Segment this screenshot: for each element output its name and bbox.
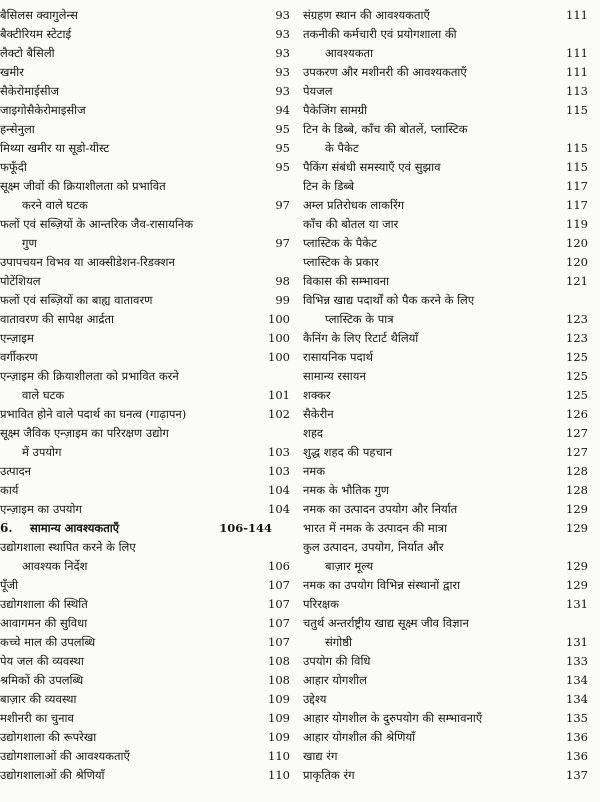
page-number: 108: [268, 654, 290, 668]
page-number: 115: [566, 160, 588, 174]
entry-title-line: एन्ज़ाइम की क्रियाशीलता को प्रभावित करने: [0, 369, 179, 383]
entry-title: [0, 63, 300, 82]
entry-title-line: एन्ज़ाइम का उपयोग: [0, 502, 82, 516]
index-entry: [0, 291, 300, 310]
entry-title: [0, 614, 300, 633]
entry-title: [303, 652, 600, 671]
entry-title: [0, 538, 300, 576]
entry-title-continuation: आवश्यक निर्देश: [22, 559, 88, 573]
entry-title-line: उत्पादन: [0, 464, 32, 478]
entry-title-line: सैकेरीन: [303, 407, 334, 421]
page-number: 110: [268, 749, 290, 763]
index-entry: [303, 120, 600, 158]
page-number: 125: [566, 369, 588, 383]
index-entry: [0, 652, 300, 671]
page-number: 99: [275, 293, 290, 307]
entry-title-continuation: के पैकेट: [325, 141, 359, 155]
page-number: 97: [275, 198, 290, 212]
entry-title: [303, 6, 600, 25]
index-entry: [0, 215, 300, 253]
entry-title-line: शहद: [303, 426, 324, 440]
chapter-heading: [0, 519, 300, 538]
entry-title-line: बैसिलस क्वागुलेन्स: [0, 8, 78, 22]
entry-title-line: टिन के डिब्बे: [303, 179, 355, 193]
entry-title: [303, 424, 600, 443]
page-number: 115: [566, 141, 588, 155]
page-number: 107: [268, 597, 290, 611]
entry-title-line: संग्रहण स्थान की आवश्यकताएँ: [303, 8, 430, 22]
index-entry: [303, 329, 600, 348]
entry-title-line: खाद्य रंग: [303, 749, 338, 763]
page-number: 107: [268, 616, 290, 630]
page-number: 104: [268, 483, 290, 497]
entry-title-line: शक्कर: [303, 388, 331, 402]
entry-title: [0, 766, 300, 785]
entry-title-continuation: आवश्यकता: [325, 46, 374, 60]
entry-title: [303, 25, 600, 63]
page-number: 115: [566, 103, 588, 117]
entry-title-line: सूक्ष्म जीवों की क्रियाशीलता को प्रभावित: [0, 179, 166, 193]
entry-title: [0, 82, 300, 101]
index-entry: [0, 481, 300, 500]
entry-title: [303, 728, 600, 747]
index-entry: [0, 671, 300, 690]
page-number: 128: [566, 483, 588, 497]
entry-title: [0, 671, 300, 690]
index-entry: [303, 576, 600, 595]
entry-title: [303, 595, 600, 614]
entry-title: [0, 576, 300, 595]
entry-title: [303, 63, 600, 82]
entry-title: [303, 196, 600, 215]
entry-title-continuation: पोटेंशियल: [0, 274, 41, 288]
index-entry: [0, 6, 300, 25]
entry-title-continuation: संगोष्ठी: [325, 635, 352, 649]
entry-title: [303, 462, 600, 481]
index-entry: [303, 215, 600, 234]
page-number: 93: [275, 46, 290, 60]
entry-title-line: पेय जल की व्यवस्था: [0, 654, 84, 668]
index-entry: [303, 177, 600, 196]
entry-title-line: फलों एवं सब्ज़ियों के आन्तरिक जैव-रासायनिक: [0, 217, 194, 231]
entry-title-continuation: वाले घटक: [22, 388, 65, 402]
entry-title-line: सामान्य रसायन: [303, 369, 366, 383]
entry-title-line: वातावरण की सापेक्ष आर्द्रता: [0, 312, 115, 326]
index-entry: [0, 101, 300, 120]
entry-title: [0, 500, 300, 519]
page-number: 134: [566, 673, 588, 687]
entry-title: [0, 329, 300, 348]
index-entry: [0, 348, 300, 367]
index-entry: [303, 462, 600, 481]
entry-title: [0, 424, 300, 462]
entry-title-line: पैकेजिंग सामग्री: [303, 103, 368, 117]
index-entry: [0, 614, 300, 633]
entry-title: [303, 443, 600, 462]
index-entry: [303, 652, 600, 671]
entry-title: [0, 652, 300, 671]
page-number: 110: [268, 768, 290, 782]
entry-title-line: लैक्टो बैसिली: [0, 46, 55, 60]
index-entry: [0, 747, 300, 766]
page-number: 123: [566, 312, 588, 326]
index-entry: [303, 253, 600, 272]
entry-title: [0, 139, 300, 158]
index-column-right: [303, 6, 600, 785]
entry-title-line: श्रमिकों की उपलब्धि: [0, 673, 84, 687]
page-number: 95: [275, 122, 290, 136]
page-number: 109: [268, 711, 290, 725]
entry-title-line: कुल उत्पादन, उपयोग, निर्यात और: [303, 540, 444, 554]
entry-title-line: प्रभावित होने वाले पदार्थ का घनत्व (गाढ़ापन): [0, 407, 187, 421]
entry-title-continuation: में उपयोग: [22, 445, 62, 459]
page-number: 93: [275, 27, 290, 41]
entry-title: [0, 291, 300, 310]
entry-title-continuation: गुण: [22, 236, 37, 250]
index-entry: [303, 82, 600, 101]
entry-title-continuation: प्लास्टिक के पात्र: [325, 312, 394, 326]
entry-title-line: उद्योगशाला की स्थिति: [0, 597, 88, 611]
entry-title: [303, 614, 600, 652]
entry-title: [0, 348, 300, 367]
page-number: 101: [268, 388, 290, 402]
entry-title: [303, 519, 600, 538]
chapter-number: 6.: [0, 521, 13, 535]
index-entry: [0, 500, 300, 519]
entry-title: [0, 310, 300, 329]
entry-title-line: मिथ्या खमीर या सूडो-यीस्ट: [0, 141, 110, 155]
index-entry: [303, 500, 600, 519]
page-number: 129: [566, 559, 588, 573]
entry-title-line: तकनीकी कर्मचारी एवं प्रयोगशाला की: [303, 27, 457, 41]
entry-title-line: एन्ज़ाइम: [0, 331, 34, 345]
entry-title-continuation: करने वाले घटक: [22, 198, 88, 212]
index-entry: [0, 329, 300, 348]
page-number: 100: [268, 350, 290, 364]
entry-title: [303, 576, 600, 595]
entry-title-line: टिन के डिब्बे, काँच की बोतलें, प्लास्टिक: [303, 122, 468, 136]
page-number: 109: [268, 730, 290, 744]
page-number: 113: [566, 84, 588, 98]
entry-title: [303, 215, 600, 234]
index-entry: [303, 158, 600, 177]
entry-title: [303, 500, 600, 519]
entry-title: [0, 481, 300, 500]
page-number: 108: [268, 673, 290, 687]
page-number: 107: [268, 635, 290, 649]
index-entry: [0, 424, 300, 462]
page-number: 120: [566, 236, 588, 250]
index-entry: [0, 728, 300, 747]
page-number: 94: [275, 103, 290, 117]
entry-title-line: हन्सेनुला: [0, 122, 35, 136]
entry-title: [303, 367, 600, 386]
page-number: 109: [268, 692, 290, 706]
entry-title-line: बाज़ार की व्यवस्था: [0, 692, 77, 706]
entry-title: [0, 633, 300, 652]
entry-title-line: काँच की बोतल या जार: [303, 217, 399, 231]
page-number: 100: [268, 312, 290, 326]
entry-title-continuation: बाज़ार मूल्य: [325, 559, 374, 573]
entry-title-line: प्राकृतिक रंग: [303, 768, 355, 782]
index-entry: [303, 690, 600, 709]
entry-title-line: सूक्ष्म जैविक एन्ज़ाइम का परिरक्षण उद्योग: [0, 426, 169, 440]
entry-title: [303, 329, 600, 348]
entry-title-line: बैक्टीरियम स्टेटाई: [0, 27, 72, 41]
entry-title: [0, 253, 300, 291]
entry-title-line: प्लास्टिक के पैकेट: [303, 236, 377, 250]
entry-title-line: मशीनरी का चुनाव: [0, 711, 74, 725]
index-entry: [0, 44, 300, 63]
entry-title: [0, 595, 300, 614]
page-number: 95: [275, 160, 290, 174]
page-number: 102: [268, 407, 290, 421]
entry-title: [0, 728, 300, 747]
entry-title: [0, 405, 300, 424]
page-number: 117: [566, 198, 588, 212]
page-number: 103: [268, 445, 290, 459]
index-entry: [303, 443, 600, 462]
entry-title-line: उपयोग की विधि: [303, 654, 371, 668]
page-number: 127: [566, 426, 588, 440]
index-entry: [303, 348, 600, 367]
index-entry: [0, 82, 300, 101]
page-number: 137: [566, 768, 588, 782]
entry-title-line: उपापचयन विभव या आक्सीडेशन-रिडक्शन: [0, 255, 175, 269]
index-entry: [0, 690, 300, 709]
entry-title: [303, 234, 600, 253]
entry-title-line: कैनिंग के लिए रिटार्ट थैलियाँ: [303, 331, 419, 345]
index-entry: [303, 291, 600, 329]
entry-title: [303, 101, 600, 120]
entry-title-line: उद्योगशाला की रूपरेखा: [0, 730, 97, 744]
index-entry: [0, 367, 300, 405]
entry-title-line: भारत में नमक के उत्पादन की मात्रा: [303, 521, 448, 535]
entry-title-line: विकास की सम्भावना: [303, 274, 390, 288]
index-entry: [303, 25, 600, 63]
index-entry: [303, 367, 600, 386]
entry-title-line: सैकेरोमाईसीज: [0, 84, 60, 98]
entry-title: [303, 386, 600, 405]
page-number: 123: [566, 331, 588, 345]
index-entry: [0, 177, 300, 215]
page-number: 106-144: [219, 521, 272, 535]
entry-title: [303, 82, 600, 101]
entry-title-line: कार्य: [0, 483, 19, 497]
entry-title: [0, 120, 300, 139]
entry-title-line: रासायनिक पदार्थ: [303, 350, 373, 364]
page-number: 131: [566, 635, 588, 649]
index-column-left: [0, 6, 300, 785]
page-number: 133: [566, 654, 588, 668]
page-number: 93: [275, 65, 290, 79]
entry-title: [303, 291, 600, 329]
index-entry: [303, 614, 600, 652]
page-number: 129: [566, 521, 588, 535]
entry-title: [303, 538, 600, 576]
page-number: 125: [566, 388, 588, 402]
page-number: 136: [566, 749, 588, 763]
page-number: 97: [275, 236, 290, 250]
entry-title: [0, 367, 300, 405]
index-entry: [0, 538, 300, 576]
entry-title: [0, 158, 300, 177]
entry-title-line: उद्योगशालाओं की श्रेणियाँ: [0, 768, 105, 782]
entry-title: [303, 690, 600, 709]
page-number: 126: [566, 407, 588, 421]
index-entry: [303, 386, 600, 405]
entry-title-line: उद्योगशाला स्थापित करने के लिए: [0, 540, 136, 554]
entry-title-line: उद्योगशालाओं की आवश्यकताएँ: [0, 749, 130, 763]
entry-title-line: उद्देश्य: [303, 692, 327, 706]
index-entry: [0, 253, 300, 291]
index-entry: [0, 576, 300, 595]
entry-title-line: आहार योगशील के दुरुपयोग की सम्भावनाएँ: [303, 711, 483, 725]
entry-title-line: नमक का उपयोग विभिन्न संस्थानों द्वारा: [303, 578, 461, 592]
entry-title: [0, 690, 300, 709]
entry-title-line: शुद्ध शहद की पहचान: [303, 445, 393, 459]
index-entry: [303, 595, 600, 614]
index-entry: [0, 405, 300, 424]
page-number: 106: [268, 559, 290, 573]
index-entry: [0, 462, 300, 481]
page-number: 95: [275, 141, 290, 155]
entry-title: [303, 272, 600, 291]
entry-title: [0, 101, 300, 120]
page-number: 128: [566, 464, 588, 478]
page-number: 111: [566, 8, 588, 22]
page-number: 129: [566, 502, 588, 516]
page-number: 134: [566, 692, 588, 706]
page-number: 131: [566, 597, 588, 611]
entry-title: [0, 44, 300, 63]
index-entry: [0, 709, 300, 728]
entry-title: [0, 25, 300, 44]
entry-title-line: पूँजी: [0, 578, 19, 592]
entry-title: [303, 747, 600, 766]
entry-title: [0, 747, 300, 766]
page-number: 127: [566, 445, 588, 459]
entry-title: [303, 348, 600, 367]
entry-title-line: सामान्य आवश्यकताएँ: [30, 521, 120, 535]
entry-title: [303, 158, 600, 177]
index-entry: [0, 25, 300, 44]
page-number: 104: [268, 502, 290, 516]
page-number: 98: [275, 274, 290, 288]
page-number: 135: [566, 711, 588, 725]
index-entry: [303, 519, 600, 538]
page-number: 120: [566, 255, 588, 269]
index-entry: [0, 139, 300, 158]
entry-title: [303, 481, 600, 500]
entry-title: [0, 462, 300, 481]
entry-title: [303, 177, 600, 196]
entry-title: [303, 671, 600, 690]
page-number: 111: [566, 65, 588, 79]
entry-title-line: चतुर्थ अन्तर्राष्ट्रीय खाद्य सूक्ष्म जीव विज्ञान: [303, 616, 469, 630]
index-entry: [303, 481, 600, 500]
page-number: 93: [275, 84, 290, 98]
page-number: 117: [566, 179, 588, 193]
index-entry: [303, 747, 600, 766]
index-entry: [303, 405, 600, 424]
index-entry: [303, 766, 600, 785]
index-entry: [0, 158, 300, 177]
entry-title-line: वर्गीकरण: [0, 350, 38, 364]
entry-title-line: नमक: [303, 464, 326, 478]
entry-title: [0, 177, 300, 215]
index-entry: [0, 63, 300, 82]
index-entry: [303, 424, 600, 443]
index-entry: [303, 671, 600, 690]
index-entry: [303, 538, 600, 576]
page-number: 100: [268, 331, 290, 345]
index-entry: [0, 595, 300, 614]
entry-title-line: फफूँदी: [0, 160, 27, 174]
entry-title-line: विभिन्न खाद्य पदार्थों को पैक करने के लिए: [303, 293, 475, 307]
entry-title-line: जाइगोसैकेरोमाइसीज: [0, 103, 86, 117]
index-entry: [0, 310, 300, 329]
entry-title-line: नमक का उत्पादन उपयोग और निर्यात: [303, 502, 458, 516]
entry-title: [303, 405, 600, 424]
entry-title-line: आहार योगशील की श्रेणियाँ: [303, 730, 416, 744]
entry-title: [0, 215, 300, 253]
index-entry: [303, 709, 600, 728]
entry-title-line: पैकिंग संबंधी समस्याएँ एवं सुझाव: [303, 160, 441, 174]
page-number: 107: [268, 578, 290, 592]
entry-title-line: प्लास्टिक के प्रकार: [303, 255, 379, 269]
index-entry: [303, 63, 600, 82]
page-number: 125: [566, 350, 588, 364]
entry-title-line: फलों एवं सब्ज़ियों का बाह्य वातावरण: [0, 293, 153, 307]
index-entry: [303, 196, 600, 215]
page-number: 103: [268, 464, 290, 478]
entry-title: [0, 6, 300, 25]
entry-title-line: अम्ल प्रतिरोधक लाकरिंग: [303, 198, 405, 212]
index-entry: [0, 766, 300, 785]
index-entry: [303, 6, 600, 25]
index-entry: [0, 120, 300, 139]
entry-title-line: खमीर: [0, 65, 24, 79]
entry-title: [303, 709, 600, 728]
index-entry: [303, 234, 600, 253]
page-number: 136: [566, 730, 588, 744]
index-entry: [303, 101, 600, 120]
entry-title-line: आवागमन की सुविधा: [0, 616, 88, 630]
entry-title: [303, 766, 600, 785]
entry-title: [0, 709, 300, 728]
page-number: 121: [566, 274, 588, 288]
index-entry: [0, 633, 300, 652]
entry-title: [303, 253, 600, 272]
entry-title-line: कच्चे माल की उपलब्धि: [0, 635, 96, 649]
entry-title: [303, 120, 600, 158]
page-number: 93: [275, 8, 290, 22]
page-number: 111: [566, 46, 588, 60]
page-number: 119: [566, 217, 588, 231]
index-entry: [303, 272, 600, 291]
entry-title-line: नमक के भौतिक गुण: [303, 483, 390, 497]
index-entry: [303, 728, 600, 747]
entry-title-line: आहार योगशील: [303, 673, 367, 687]
page-number: 129: [566, 578, 588, 592]
entry-title-line: पेयजल: [303, 84, 333, 98]
entry-title-line: उपकरण और मशीनरी की आवश्यकताएँ: [303, 65, 467, 79]
entry-title-line: परिरक्षक: [303, 597, 339, 611]
